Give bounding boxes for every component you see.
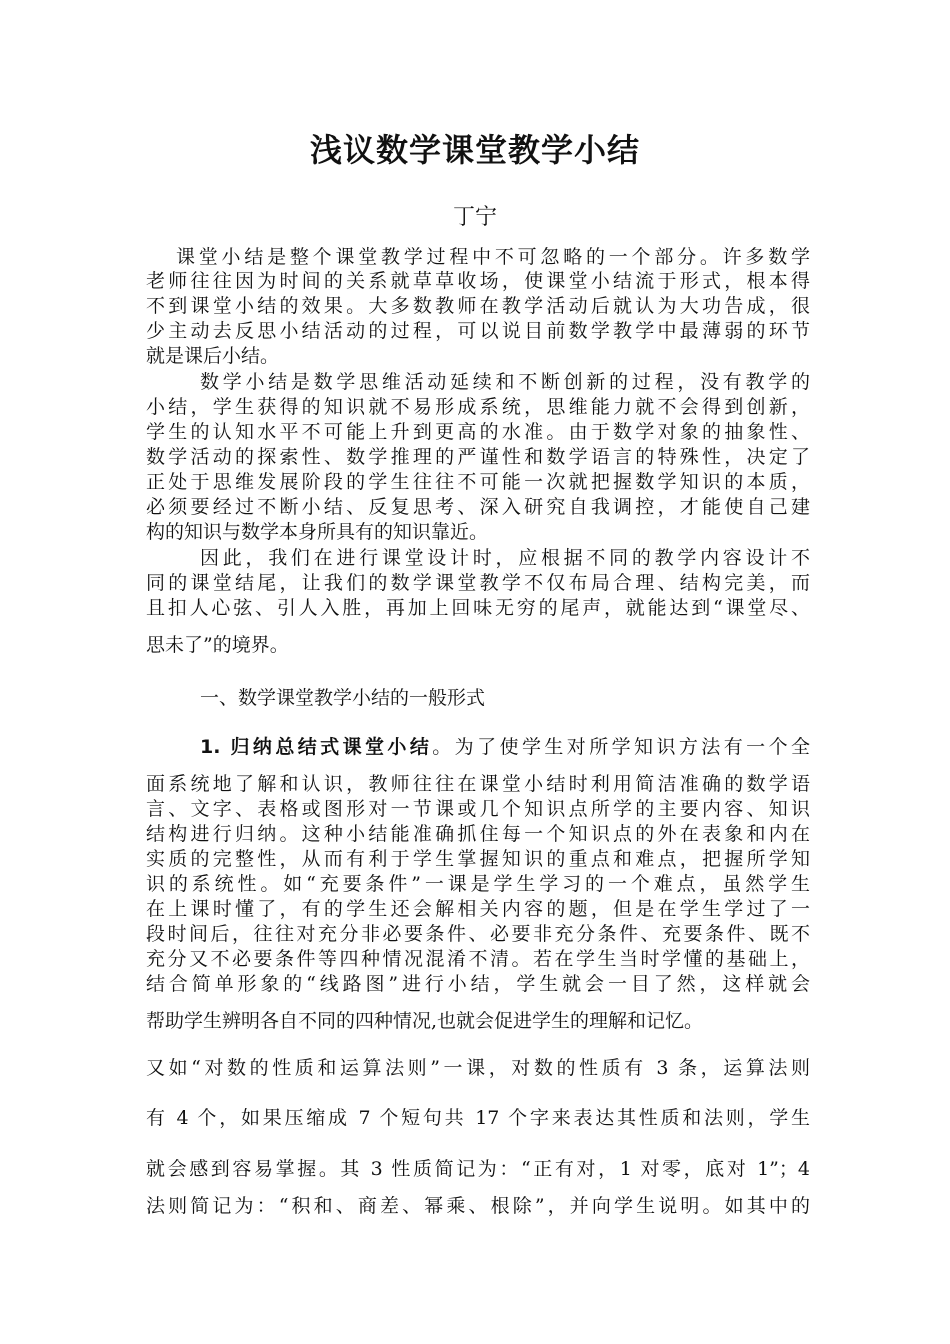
- document-author: 丁宁: [452, 205, 497, 230]
- text-line: 结合简单形象的“线路图”进行小结，学生就会一目了然，这样就会: [146, 973, 810, 995]
- text-span: 。为了使学生对所学知识方法有一个全: [432, 736, 810, 758]
- text-line: 充分又不必要条件等四种情况混淆不清。若在学生当时学懂的基础上，: [146, 948, 810, 970]
- text-line: 段时间后，往往对充分非必要条件、必要非充分条件、充要条件、既不: [146, 923, 810, 945]
- text-line: 少主动去反思小结活动的过程，可以说目前数学教学中最薄弱的环节: [146, 320, 810, 342]
- text-line: 帮助学生辨明各自不同的四种情况,也就会促进学生的理解和记忆。: [146, 1010, 704, 1032]
- text-line: 数学小结是数学思维活动延续和不断创新的过程，没有教学的: [200, 371, 810, 393]
- text-line: 在上课时懂了，有的学生还会解相关内容的题，但是在学生学过了一: [146, 898, 810, 920]
- text-line: 数学活动的探索性、数学推理的严谨性和数学语言的特殊性，决定了: [146, 446, 810, 468]
- text-line: 思未了”的境界。: [146, 634, 289, 656]
- text-line: 就是课后小结。: [146, 345, 280, 367]
- text-line: 正处于思维发展阶段的学生往往不可能一次就把握数学知识的本质，: [146, 471, 810, 493]
- section-heading: 一、数学课堂教学小结的一般形式: [200, 687, 486, 709]
- text-line: 就会感到容易掌握。其 3 性质简记为：“正有对，1 对零，底对 1”；4: [146, 1158, 810, 1180]
- text-line: 识的系统性。如“充要条件”一课是学生学习的一个难点，虽然学生: [146, 873, 810, 895]
- subsection-heading: 1. 归纳总结式课堂小结: [200, 736, 433, 758]
- text-line: 有 4 个，如果压缩成 7 个短句共 17 个字来表达其性质和法则，学生: [146, 1107, 810, 1129]
- text-line: 学生的认知水平不可能上升到更高的水准。由于数学对象的抽象性、: [146, 421, 810, 443]
- document-title: 浅议数学课堂教学小结: [309, 131, 640, 169]
- text-line: 小结，学生获得的知识就不易形成系统，思维能力就不会得到创新，: [146, 396, 810, 418]
- text-line: 必须要经过不断小结、反复思考、深入研究自我调控，才能使自己建: [146, 496, 810, 518]
- text-line: 实质的完整性，从而有利于学生掌握知识的重点和难点，把握所学知: [146, 848, 810, 870]
- text-line: [200, 735, 810, 759]
- text-line: 同的课堂结尾，让我们的数学课堂教学不仅布局合理、结构完美，而: [146, 572, 810, 594]
- text-line: 因此，我们在进行课堂设计时，应根据不同的教学内容设计不: [200, 547, 810, 569]
- text-line: 又如“对数的性质和运算法则”一课，对数的性质有 3 条，运算法则: [146, 1057, 810, 1079]
- text-line: 老师往往因为时间的关系就草草收场，使课堂小结流于形式，根本得: [146, 270, 810, 292]
- text-line: 法则简记为：“积和、商差、幂乘、根除”，并向学生说明。如其中的: [146, 1195, 810, 1217]
- text-line: 不到课堂小结的效果。大多数教师在教学活动后就认为大功告成，很: [146, 295, 810, 317]
- text-line: 构的知识与数学本身所具有的知识靠近。: [146, 521, 489, 543]
- text-line: 结构进行归纳。这种小结能准确抓住每一个知识点的外在表象和内在: [146, 823, 810, 845]
- text-line: 课堂小结是整个课堂教学过程中不可忽略的一个部分。许多数学: [176, 246, 810, 268]
- text-line: 面系统地了解和认识，教师往往在课堂小结时利用简洁准确的数学语: [146, 773, 810, 795]
- text-line: 言、文字、表格或图形对一节课或几个知识点所学的主要内容、知识: [146, 798, 810, 820]
- text-line: 且扣人心弦、引人入胜，再加上回味无穷的尾声，就能达到“课堂尽、: [146, 597, 810, 619]
